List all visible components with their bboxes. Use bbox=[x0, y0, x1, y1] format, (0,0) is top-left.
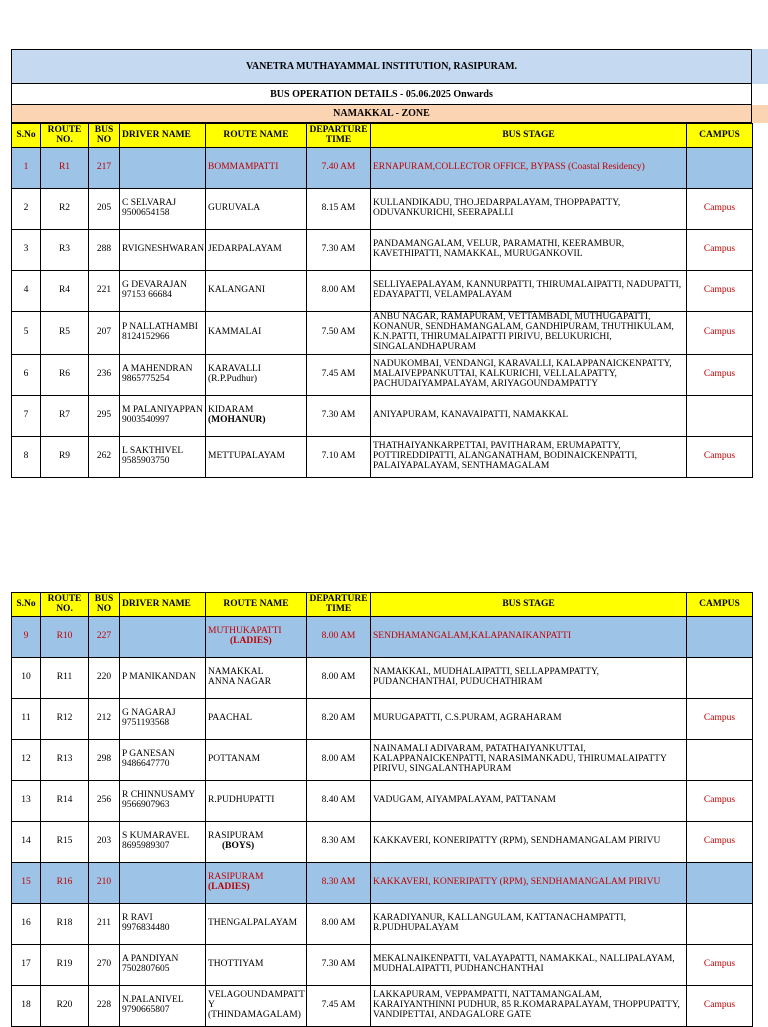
cell-departure: 7.50 AM bbox=[307, 312, 371, 355]
cell-sno: 10 bbox=[12, 658, 41, 699]
cell-bus-stage: PANDAMANGALAM, VELUR, PARAMATHI, KEERAMBUR, KAVETHIPATTI, NAMAKKAL, MURUGANKOVIL bbox=[371, 230, 687, 271]
bus-route-table-1 bbox=[11, 123, 753, 478]
cell-campus: Campus bbox=[687, 189, 753, 230]
cell-route-no: R14 bbox=[41, 781, 89, 822]
cell-sno: 5 bbox=[12, 312, 41, 355]
table-row bbox=[12, 312, 753, 355]
cell-bus-stage: MURUGAPATTI, C.S.PURAM, AGRAHARAM bbox=[371, 699, 687, 740]
table-row bbox=[12, 904, 753, 945]
cell-departure: 8.00 AM bbox=[307, 271, 371, 312]
cell-bus-stage: ANIYAPURAM, KANAVAIPATTI, NAMAKKAL bbox=[371, 395, 687, 436]
cell-campus: Campus bbox=[687, 271, 753, 312]
col-driver-name: DRIVER NAME bbox=[120, 593, 206, 617]
cell-route-name bbox=[206, 781, 307, 822]
cell-campus: Campus bbox=[687, 436, 753, 477]
col-bus-no: BUS NO bbox=[89, 593, 120, 617]
cell-driver-phone: 9790665807 bbox=[122, 1005, 170, 1015]
cell-driver bbox=[120, 395, 206, 436]
cell-sno: 13 bbox=[12, 781, 41, 822]
col-sno: S.No bbox=[12, 593, 41, 617]
cell-route-no: R10 bbox=[41, 617, 89, 658]
cell-route-name-route-name: VELAGOUNDAMPATT Y bbox=[208, 990, 305, 1011]
cell-driver bbox=[120, 863, 206, 904]
institution-title bbox=[11, 49, 752, 84]
table-row bbox=[12, 395, 753, 436]
cell-driver-driver: M PALANIYAPPAN bbox=[122, 404, 203, 415]
zone-title-text: NAMAKKAL - ZONE bbox=[333, 108, 430, 119]
cell-driver-phone: 9003540997 bbox=[122, 414, 170, 425]
cell-bus-no: 227 bbox=[89, 617, 120, 658]
cell-campus bbox=[687, 658, 753, 699]
cell-route-name-route-name: KALANGANI bbox=[208, 285, 265, 296]
cell-campus: Campus bbox=[687, 230, 753, 271]
cell-bus-stage: NADUKOMBAI, VENDANGI, KARAVALLI, KALAPPANAICKENPATTY, MALAIVEPPANKUTTAI, KALKURICHI, VELLALAPATTY, PACHUDAIYAMPALAYAM, ARIYAGOUNDAMPATTY bbox=[371, 354, 687, 395]
cell-driver-driver: RVIGNESHWARAN bbox=[122, 244, 205, 255]
cell-sno: 1 bbox=[12, 148, 41, 189]
cell-campus: Campus bbox=[687, 312, 753, 355]
cell-bus-stage: VADUGAM, AIYAMPALAYAM, PATTANAM bbox=[371, 781, 687, 822]
cell-departure: 8.30 AM bbox=[307, 822, 371, 863]
cell-route-no: R4 bbox=[41, 271, 89, 312]
cell-route-name-route-name: BOMMAMPATTI bbox=[208, 162, 279, 173]
cell-route-name bbox=[206, 395, 307, 436]
cell-driver-driver: R CHINNUSAMY bbox=[122, 790, 196, 801]
table-row bbox=[12, 986, 753, 1027]
table-row bbox=[12, 189, 753, 230]
cell-sno: 8 bbox=[12, 436, 41, 477]
cell-bus-no: 298 bbox=[89, 740, 120, 781]
cell-route-name-route-sub: (BOYS) bbox=[222, 841, 255, 851]
cell-campus: Campus bbox=[687, 945, 753, 986]
col-sno: S.No bbox=[12, 124, 41, 148]
cell-driver bbox=[120, 354, 206, 395]
cell-bus-no: 220 bbox=[89, 658, 120, 699]
cell-route-name-route-name: KIDARAM bbox=[208, 404, 254, 415]
cell-bus-no: 211 bbox=[89, 904, 120, 945]
cell-driver-driver: C SELVARAJ bbox=[122, 198, 177, 209]
cell-departure: 7.40 AM bbox=[307, 148, 371, 189]
table-row bbox=[12, 945, 753, 986]
cell-departure: 8.00 AM bbox=[307, 658, 371, 699]
cell-driver-driver: P MANIKANDAN bbox=[122, 672, 196, 683]
cell-bus-stage: KAKKAVERI, KONERIPATTY (RPM), SENDHAMANGALAM PIRIVU bbox=[371, 822, 687, 863]
cell-departure: 8.00 AM bbox=[307, 740, 371, 781]
cell-route-no: R18 bbox=[41, 904, 89, 945]
cell-route-no: R20 bbox=[41, 986, 89, 1027]
cell-departure: 8.15 AM bbox=[307, 189, 371, 230]
col-route-name: ROUTE NAME bbox=[206, 593, 307, 617]
cell-route-name-route-sub: (MOHANUR) bbox=[208, 414, 266, 425]
cell-driver-driver: A MAHENDRAN bbox=[122, 363, 193, 374]
cell-route-name-route-name: THOTTIYAM bbox=[208, 959, 264, 970]
cell-campus bbox=[687, 395, 753, 436]
cell-driver-driver: A PANDIYAN bbox=[122, 954, 179, 965]
cell-route-name bbox=[206, 271, 307, 312]
cell-bus-no: 288 bbox=[89, 230, 120, 271]
cell-departure: 7.45 AM bbox=[307, 986, 371, 1027]
zone-band-extension bbox=[752, 105, 768, 123]
cell-route-name-route-name: MUTHUKAPATTI bbox=[208, 626, 282, 637]
cell-departure: 7.10 AM bbox=[307, 436, 371, 477]
cell-driver-phone: 8124152966 bbox=[122, 331, 170, 342]
cell-driver-phone: 9865775254 bbox=[122, 373, 170, 384]
cell-bus-stage: KAKKAVERI, KONERIPATTY (RPM), SENDHAMANGALAM PIRIVU bbox=[371, 863, 687, 904]
table-row bbox=[12, 271, 753, 312]
cell-departure: 8.20 AM bbox=[307, 699, 371, 740]
cell-bus-stage: ERNAPURAM,COLLECTOR OFFICE, BYPASS (Coastal Residency) bbox=[371, 148, 687, 189]
cell-sno: 3 bbox=[12, 230, 41, 271]
cell-bus-stage: NAMAKKAL, MUDHALAIPATTI, SELLAPPAMPATTY, PUDANCHANTHAI, PUDUCHATHIRAM bbox=[371, 658, 687, 699]
cell-campus bbox=[687, 617, 753, 658]
cell-driver-driver: G DEVARAJAN bbox=[122, 280, 188, 291]
cell-bus-stage: SENDHAMANGALAM,KALAPANAIKANPATTI bbox=[371, 617, 687, 658]
cell-driver bbox=[120, 436, 206, 477]
cell-bus-no: 236 bbox=[89, 354, 120, 395]
cell-route-no: R5 bbox=[41, 312, 89, 355]
cell-driver-phone: 8695989307 bbox=[122, 841, 170, 851]
cell-campus bbox=[687, 148, 753, 189]
cell-campus: Campus bbox=[687, 354, 753, 395]
cell-sno: 6 bbox=[12, 354, 41, 395]
table-row bbox=[12, 781, 753, 822]
cell-route-no: R3 bbox=[41, 230, 89, 271]
cell-driver-phone: 9500654158 bbox=[122, 208, 170, 218]
cell-driver bbox=[120, 617, 206, 658]
table-row bbox=[12, 822, 753, 863]
cell-route-no: R12 bbox=[41, 699, 89, 740]
cell-bus-stage: MEKALNAIKENPATTI, VALAYAPATTI, NAMAKKAL, NALLIPALAYAM, MUDHALAIPATTI, PUDHANCHANTHAI bbox=[371, 945, 687, 986]
cell-driver-driver: R RAVI bbox=[122, 913, 153, 924]
cell-route-name-route-name: NAMAKKAL bbox=[208, 667, 264, 678]
cell-campus bbox=[687, 740, 753, 781]
cell-driver bbox=[120, 822, 206, 863]
cell-campus: Campus bbox=[687, 986, 753, 1027]
cell-route-name bbox=[206, 945, 307, 986]
cell-route-name bbox=[206, 822, 307, 863]
cell-route-name-route-name: JEDARPALAYAM bbox=[208, 244, 282, 255]
cell-bus-no: 256 bbox=[89, 781, 120, 822]
cell-route-name bbox=[206, 658, 307, 699]
cell-driver-phone: 9585903750 bbox=[122, 455, 170, 466]
cell-bus-stage: ANBU NAGAR, RAMAPURAM, VETTAMBADI, MUTHUGAPATTI, KONANUR, SENDHAMANGALAM, GANDHIPURAM, THUTHIKULAM, K.N.PATTI, THIRUMALAIPATTI PIRIVU, BELUKURICHI, SINGALANDHAPURAM bbox=[371, 312, 687, 355]
cell-route-name-route-sub: (R.P.Pudhur) bbox=[208, 373, 258, 384]
operation-subtitle bbox=[11, 84, 752, 105]
cell-bus-stage: NAINAMALI ADIVARAM, PATATHAIYANKUTTAI, KALAPPANAICKENPATTI, NARASIMANKADU, THIRUMALAIPATTY PIRIVU, SINGALANTHAPURAM bbox=[371, 740, 687, 781]
table-row bbox=[12, 658, 753, 699]
cell-sno: 11 bbox=[12, 699, 41, 740]
col-departure-time: DEPARTURE TIME bbox=[307, 124, 371, 148]
cell-route-no: R7 bbox=[41, 395, 89, 436]
cell-driver bbox=[120, 986, 206, 1027]
cell-route-name bbox=[206, 230, 307, 271]
zone-title bbox=[11, 105, 752, 123]
operation-subtitle-text: BUS OPERATION DETAILS - 05.06.2025 Onwards bbox=[270, 88, 493, 100]
cell-campus bbox=[687, 904, 753, 945]
cell-departure: 8.30 AM bbox=[307, 863, 371, 904]
table-header-row bbox=[12, 593, 753, 617]
cell-route-name-route-name: POTTANAM bbox=[208, 754, 261, 765]
cell-route-name-route-name: PAACHAL bbox=[208, 713, 252, 724]
cell-driver-driver: G NAGARAJ bbox=[122, 708, 176, 719]
cell-bus-stage: LAKKAPURAM, VEPPAMPATTI, NATTAMANGALAM, KARAIYANTHINNI PUDHUR, 85 R.KOMARAPALAYAM, THOPPUPATTY, VANDIPETTAI, ANDAGALORE GATE bbox=[371, 986, 687, 1027]
cell-route-name-route-sub: (THINDAMAGALAM) bbox=[208, 1009, 301, 1020]
cell-sno: 16 bbox=[12, 904, 41, 945]
cell-route-no: R9 bbox=[41, 436, 89, 477]
cell-bus-no: 262 bbox=[89, 436, 120, 477]
bus-route-table-2 bbox=[11, 592, 753, 1027]
cell-route-no: R11 bbox=[41, 658, 89, 699]
cell-route-name-route-name: RASIPURAM bbox=[208, 831, 264, 842]
cell-campus: Campus bbox=[687, 699, 753, 740]
cell-driver-driver: N.PALANIVEL bbox=[122, 995, 184, 1006]
col-bus-stage: BUS STAGE bbox=[371, 593, 687, 617]
cell-driver bbox=[120, 945, 206, 986]
table-row bbox=[12, 699, 753, 740]
col-campus: CAMPUS bbox=[687, 124, 753, 148]
cell-bus-no: 203 bbox=[89, 822, 120, 863]
cell-bus-stage: KARADIYANUR, KALLANGULAM, KATTANACHAMPATTI, R.PUDHUPALAYAM bbox=[371, 904, 687, 945]
table-row bbox=[12, 740, 753, 781]
cell-driver bbox=[120, 658, 206, 699]
col-campus: CAMPUS bbox=[687, 593, 753, 617]
cell-sno: 14 bbox=[12, 822, 41, 863]
cell-route-name bbox=[206, 986, 307, 1027]
cell-driver-driver: P GANESAN bbox=[122, 749, 175, 760]
cell-route-name-route-name: RASIPURAM bbox=[208, 872, 264, 883]
cell-route-no: R16 bbox=[41, 863, 89, 904]
cell-route-no: R15 bbox=[41, 822, 89, 863]
table-header-row bbox=[12, 124, 753, 148]
cell-bus-no: 295 bbox=[89, 395, 120, 436]
cell-driver bbox=[120, 271, 206, 312]
cell-route-no: R6 bbox=[41, 354, 89, 395]
cell-bus-no: 212 bbox=[89, 699, 120, 740]
cell-sno: 18 bbox=[12, 986, 41, 1027]
col-bus-stage: BUS STAGE bbox=[371, 124, 687, 148]
cell-route-no: R2 bbox=[41, 189, 89, 230]
cell-driver bbox=[120, 740, 206, 781]
cell-sno: 12 bbox=[12, 740, 41, 781]
cell-driver bbox=[120, 312, 206, 355]
cell-driver bbox=[120, 904, 206, 945]
cell-sno: 7 bbox=[12, 395, 41, 436]
cell-driver-driver: P NALLATHAMBI bbox=[122, 321, 198, 332]
table-row bbox=[12, 617, 753, 658]
cell-route-name bbox=[206, 312, 307, 355]
cell-route-name bbox=[206, 354, 307, 395]
cell-route-name-route-name: THENGALPALAYAM bbox=[208, 918, 298, 929]
cell-sno: 9 bbox=[12, 617, 41, 658]
cell-campus: Campus bbox=[687, 781, 753, 822]
cell-bus-no: 210 bbox=[89, 863, 120, 904]
cell-route-name bbox=[206, 189, 307, 230]
cell-bus-no: 221 bbox=[89, 271, 120, 312]
cell-route-name-route-sub: (LADIES) bbox=[208, 882, 250, 892]
cell-bus-stage: KULLANDIKADU, THO.JEDARPALAYAM, THOPPAPATTY, ODUVANKURICHI, SEERAPALLI bbox=[371, 189, 687, 230]
cell-sno: 2 bbox=[12, 189, 41, 230]
cell-bus-no: 270 bbox=[89, 945, 120, 986]
cell-route-name-route-name: GURUVALA bbox=[208, 203, 261, 214]
institution-title-text: VANETRA MUTHAYAMMAL INSTITUTION, RASIPURAM. bbox=[245, 61, 518, 72]
cell-driver bbox=[120, 781, 206, 822]
cell-departure: 8.00 AM bbox=[307, 904, 371, 945]
col-route-no: ROUTE NO. bbox=[41, 593, 89, 617]
cell-route-name bbox=[206, 740, 307, 781]
cell-route-name-route-name: METTUPALAYAM bbox=[208, 450, 285, 461]
cell-driver-driver: L SAKTHIVEL bbox=[122, 445, 184, 456]
cell-bus-no: 207 bbox=[89, 312, 120, 355]
cell-bus-stage: THATHAIYANKARPETTAI, PAVITHARAM, ERUMAPATTY, POTTIREDDIPATTI, ALANGANATHAM, BODINAICKENPATTI, PALAIYAPALAYAM, SENTHAMAGALAM bbox=[371, 436, 687, 477]
cell-route-name bbox=[206, 699, 307, 740]
col-bus-no: BUS NO bbox=[89, 124, 120, 148]
cell-route-no: R13 bbox=[41, 740, 89, 781]
cell-departure: 8.00 AM bbox=[307, 617, 371, 658]
cell-route-name bbox=[206, 863, 307, 904]
cell-departure: 7.30 AM bbox=[307, 230, 371, 271]
cell-driver-phone: 7502807605 bbox=[122, 964, 170, 974]
cell-route-name-route-name: KAMMALAI bbox=[208, 326, 262, 337]
table-row bbox=[12, 354, 753, 395]
cell-bus-no: 228 bbox=[89, 986, 120, 1027]
col-driver-name: DRIVER NAME bbox=[120, 124, 206, 148]
cell-route-name bbox=[206, 148, 307, 189]
cell-driver bbox=[120, 148, 206, 189]
cell-driver-phone: 9976834480 bbox=[122, 923, 170, 933]
table-row bbox=[12, 148, 753, 189]
cell-bus-stage: SELLIYAEPALAYAM, KANNURPATTI, THIRUMALAIPATTI, NADUPATTI, EDAYAPATTI, VELAMPALAYAM bbox=[371, 271, 687, 312]
cell-route-name-route-sub: (LADIES) bbox=[230, 636, 272, 646]
cell-driver-phone: 9486647770 bbox=[122, 759, 170, 769]
cell-departure: 8.40 AM bbox=[307, 781, 371, 822]
cell-driver-phone: 9566907963 bbox=[122, 800, 170, 810]
cell-route-name-route-sub: ANNA NAGAR bbox=[208, 677, 272, 687]
col-departure-time: DEPARTURE TIME bbox=[307, 593, 371, 617]
cell-driver-phone: 9751193568 bbox=[122, 718, 170, 728]
col-route-name: ROUTE NAME bbox=[206, 124, 307, 148]
cell-bus-no: 217 bbox=[89, 148, 120, 189]
cell-campus: Campus bbox=[687, 822, 753, 863]
cell-bus-no: 205 bbox=[89, 189, 120, 230]
cell-driver bbox=[120, 230, 206, 271]
cell-sno: 17 bbox=[12, 945, 41, 986]
cell-driver bbox=[120, 699, 206, 740]
title-band-extension bbox=[752, 49, 768, 84]
cell-route-no: R19 bbox=[41, 945, 89, 986]
cell-driver-phone: 97153 66684 bbox=[122, 290, 172, 300]
table-row bbox=[12, 436, 753, 477]
table-row bbox=[12, 230, 753, 271]
cell-driver bbox=[120, 189, 206, 230]
cell-route-name-route-name: R.PUDHUPATTI bbox=[208, 795, 275, 806]
cell-sno: 4 bbox=[12, 271, 41, 312]
col-route-no: ROUTE NO. bbox=[41, 124, 89, 148]
cell-route-name bbox=[206, 436, 307, 477]
cell-campus bbox=[687, 863, 753, 904]
cell-departure: 7.30 AM bbox=[307, 395, 371, 436]
table-row bbox=[12, 863, 753, 904]
cell-sno: 15 bbox=[12, 863, 41, 904]
cell-route-no: R1 bbox=[41, 148, 89, 189]
cell-departure: 7.45 AM bbox=[307, 354, 371, 395]
cell-route-name bbox=[206, 617, 307, 658]
cell-route-name bbox=[206, 904, 307, 945]
cell-route-name-route-name: KARAVALLI bbox=[208, 363, 261, 374]
cell-departure: 7.30 AM bbox=[307, 945, 371, 986]
cell-driver-driver: S KUMARAVEL bbox=[122, 831, 190, 842]
